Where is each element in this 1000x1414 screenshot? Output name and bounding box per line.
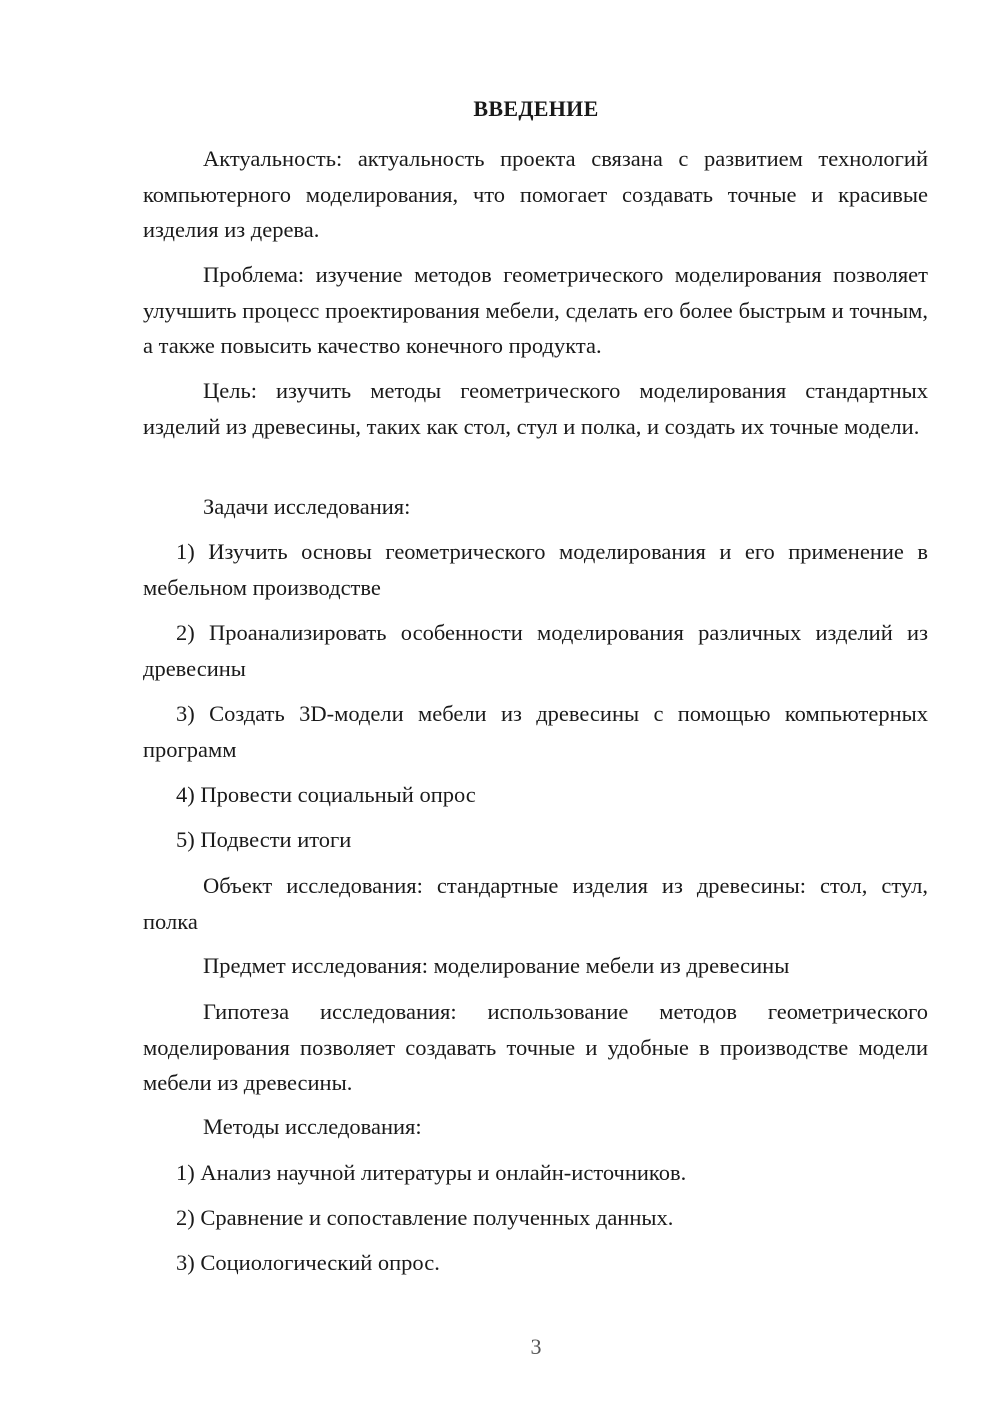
method-item: 1) Анализ научной литературы и онлайн-источников.: [176, 1160, 687, 1185]
tasks-title: Задачи исследования:: [203, 494, 411, 519]
task-item: 3) Создать 3D-модели мебели из древесины с помощью компьютерных программ: [143, 701, 928, 762]
method-item: 2) Сравнение и сопоставление полученных данных.: [176, 1205, 674, 1230]
paragraph-relevance: Актуальность: актуальность проекта связана с развитием технологий компьютерного моделирования, что помогает создавать точные и красивые изделия из дерева.: [143, 146, 928, 242]
paragraph-hypothesis: Гипотеза исследования: использование методов геометрического моделирования позволяет создавать точные и удобные в производстве модели мебели из древесины.: [143, 999, 928, 1095]
paragraph-goal: Цель: изучить методы геометрического моделирования стандартных изделий из древесины, таких как стол, стул и полка, и создать их точные модели.: [143, 378, 928, 439]
methods-title: Методы исследования:: [203, 1114, 422, 1139]
paragraph-object: Объект исследования: стандартные изделия из древесины: стол, стул, полка: [143, 873, 928, 934]
task-item: 2) Проанализировать особенности моделирования различных изделий из древесины: [143, 620, 928, 681]
task-item: 4) Провести социальный опрос: [176, 782, 476, 807]
task-item: 5) Подвести итоги: [176, 827, 352, 852]
section-heading: ВВЕДЕНИЕ: [473, 96, 599, 121]
method-item: 3) Социологический опрос.: [176, 1250, 440, 1275]
task-item: 1) Изучить основы геометрического моделирования и его применение в мебельном производстве: [143, 539, 928, 600]
paragraph-subject: Предмет исследования: моделирование мебели из древесины: [203, 953, 790, 978]
page-number: 3: [530, 1334, 542, 1359]
paragraph-problem: Проблема: изучение методов геометрического моделирования позволяет улучшить процесс проектирования мебели, сделать его более быстрым и точным, а также повысить качество конечного продукта.: [143, 262, 928, 358]
